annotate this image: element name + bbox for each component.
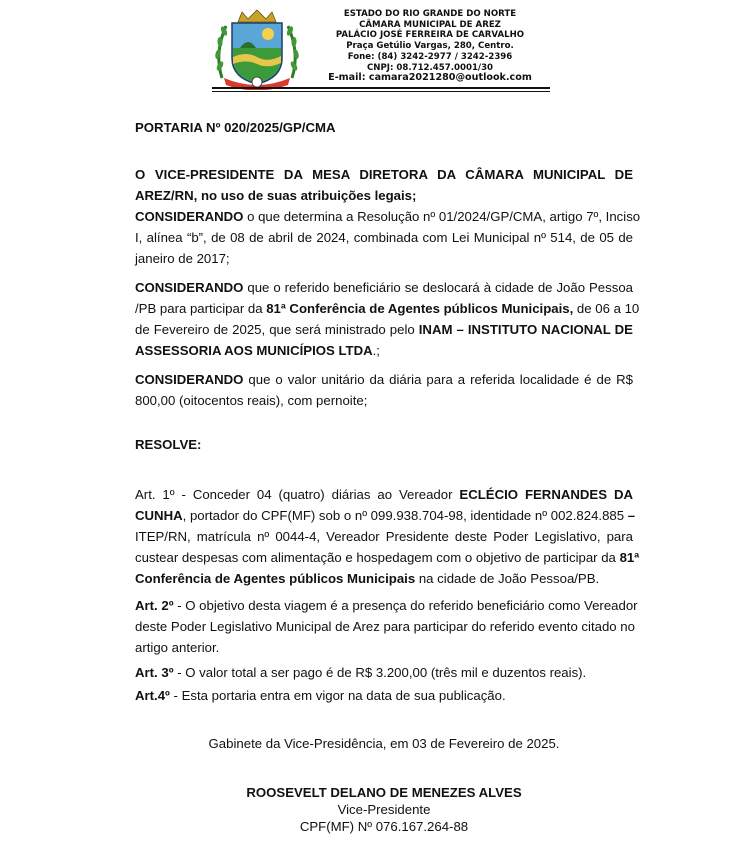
councilor-name-cont: CUNHA (135, 508, 183, 523)
considerando-label: CONSIDERANDO (135, 280, 244, 295)
letterhead-cnpj: CNPJ: 08.712.457.0001/30 (366, 62, 494, 73)
letterhead-phone: Fone: (84) 3242-2977 / 3242-2396 (347, 51, 513, 62)
article-4-text: - Esta portaria entra em vigor na data de sua publicação. (169, 688, 506, 703)
considerando-2-line-2c: de 06 a 10 (573, 301, 640, 316)
considerando-2-line-1: que o referido beneficiário se deslocará à cidade de João Pessoa (243, 280, 633, 295)
portaria-number: PORTARIA Nº 020/2025/GP/CMA (135, 120, 336, 135)
letterhead-chamber: CÂMARA MUNICIPAL DE AREZ (359, 19, 501, 30)
institute-name: INAM – INSTITUTO NACIONAL DE (418, 322, 633, 337)
considerando-3-line-2: 800,00 (oitocentos reais), com pernoite; (135, 393, 368, 408)
article-2-label: Art. 2º (135, 598, 174, 613)
preamble-line-2: AREZ/RN, no uso de suas atribuições legais; (135, 188, 417, 203)
conference-name-art1: Conferência de Agentes públicos Municipais (135, 571, 416, 586)
article-1-line-4a: custear despesas com alimentação e hospedagem com o objetivo de participar da (135, 550, 620, 565)
considerando-1 (135, 206, 641, 269)
considerando-1-line-3: janeiro de 2017; (135, 251, 230, 266)
letterhead-address: Praça Getúlio Vargas, 280, Centro. (346, 41, 514, 52)
article-1-dash: – (627, 508, 636, 523)
conference-name: 81ª Conferência de Agentes públicos Municipais, (266, 301, 574, 316)
considerando-2 (135, 277, 640, 361)
resolve-heading: RESOLVE: (135, 437, 202, 452)
signature-name: ROOSEVELT DELANO DE MENEZES ALVES (246, 785, 522, 800)
considerando-3-line-1: que o valor unitário da diária para a referida localidade é de R$ (243, 372, 633, 387)
article-2-line-2: deste Poder Legislativo Municipal de Arez para participar do referido evento citado no (135, 619, 635, 634)
article-1 (135, 484, 640, 589)
article-4-label: Art.4º (135, 688, 170, 703)
article-3-label: Art. 3º (135, 665, 174, 680)
letterhead-state: ESTADO DO RIO GRANDE DO NORTE (343, 9, 517, 19)
considerando-label: CONSIDERANDO (135, 209, 244, 224)
institute-name-cont: ASSESSORIA AOS MUNICÍPIOS LTDA (135, 343, 373, 358)
considerando-2-line-3a: de Fevereiro de 2025, que será ministrado pelo (135, 322, 419, 337)
article-1-line-1a: Art. 1º - Conceder 04 (quatro) diárias ao Vereador (135, 487, 460, 502)
article-4 (135, 685, 633, 706)
article-2 (135, 595, 638, 658)
considerando-1-line-1: o que determina a Resolução nº 01/2024/GP/CMA, artigo 7º, Inciso (243, 209, 641, 224)
article-2-line-3: artigo anterior. (135, 640, 220, 655)
closing-line: Gabinete da Vice-Presidência, em 03 de Fevereiro de 2025. (208, 736, 560, 751)
letterhead-rule (212, 87, 550, 89)
letterhead (300, 9, 560, 84)
article-3 (135, 662, 633, 683)
considerando-3 (135, 369, 633, 411)
article-3-text: - O valor total a ser pago é de R$ 3.200,00 (três mil e duzentos reais). (173, 665, 587, 680)
signature-role: Vice-Presidente (337, 802, 431, 817)
conference-ordinal: 81ª (619, 550, 640, 565)
considerando-1-line-2: I, alínea “b”, de 08 de abril de 2024, combinada com Lei Municipal nº 514, de 05 de (135, 230, 633, 245)
signature-cpf: CPF(MF) Nº 076.167.264-88 (299, 819, 469, 834)
article-2-line-1: - O objetivo desta viagem é a presença do referido beneficiário como Vereador (173, 598, 638, 613)
letterhead-rule-thin (212, 91, 550, 92)
councilor-name: ECLÉCIO FERNANDES DA (459, 487, 633, 502)
considerando-label: CONSIDERANDO (135, 372, 244, 387)
letterhead-palace: PALÁCIO JOSÉ FERREIRA DE CARVALHO (335, 30, 525, 41)
considerando-2-line-4b: .; (372, 343, 380, 358)
preamble-line-1: O VICE-PRESIDENTE DA MESA DIRETORA DA CÂMARA MUNICIPAL DE (135, 167, 633, 182)
coat-of-arms-icon (212, 8, 302, 90)
article-1-line-2b: , portador do CPF(MF) sob o nº 099.938.704-98, identidade nº 002.824.885 (182, 508, 628, 523)
article-1-line-3: ITEP/RN, matrícula nº 0044-4, Vereador Presidente deste Poder Legislativo, para (135, 529, 633, 544)
letterhead-email: E-mail: camara2021280@outlook.com (328, 72, 532, 84)
considerando-2-line-2a: /PB para participar da (135, 301, 267, 316)
preamble (135, 164, 633, 206)
article-1-line-5b: na cidade de João Pessoa/PB. (415, 571, 600, 586)
